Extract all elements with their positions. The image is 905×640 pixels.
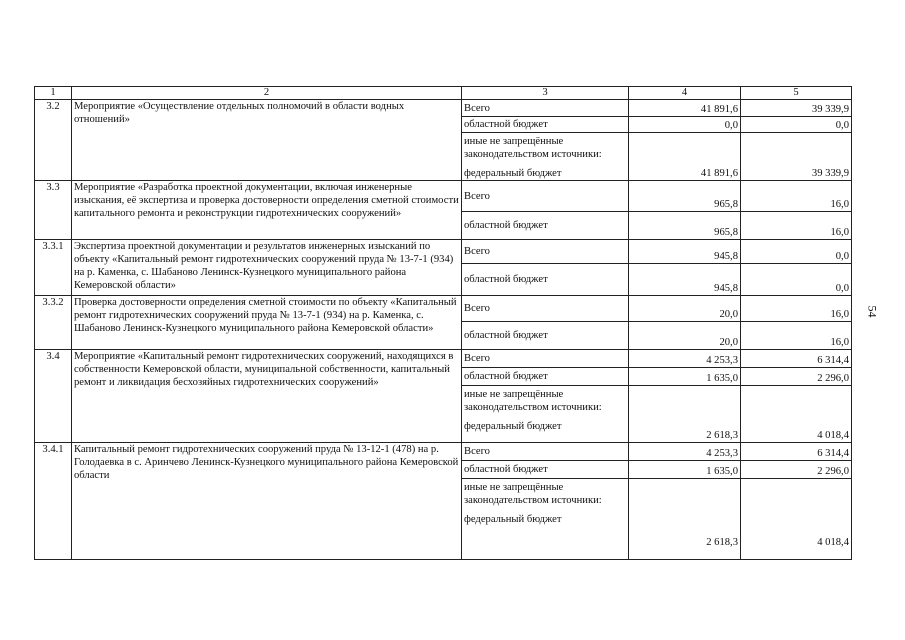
row-name: Капитальный ремонт гидротехнических сооружений пруда № 13-12-1 (478) на р. Голодаевка в с. Аринчево Ленинск-Кузнецкого муниципального района Кемеровской области: [72, 443, 462, 560]
header-row: [35, 87, 852, 100]
value-col4: 1 635,0: [629, 368, 741, 386]
row-name: Мероприятие «Осуществление отдельных полномочий в области водных отношений»: [72, 100, 462, 181]
row-name: Мероприятие «Капитальный ремонт гидротехнических сооружений, находящихся в собственности Кемеровской области, муниципальной собственности, капитальный ремонт и ликвидация бесхозяйных гидротехнических сооружений»: [72, 350, 462, 443]
source-label-multi: [462, 133, 629, 181]
source-label: Всего: [462, 350, 629, 368]
header-cell-5: 5: [741, 87, 852, 100]
value-col4: 0,0: [629, 117, 741, 133]
row-number: 3.2: [35, 100, 72, 181]
source-label-multi: [462, 479, 629, 560]
row-number: 3.3.2: [35, 296, 72, 350]
value-col4: 945,8: [629, 264, 741, 296]
row-name: Мероприятие «Разработка проектной документации, включая инженерные изыскания, её экспертиза и проверка достоверности определения сметной стоимости капитального ремонта и реконструкции гидротехнических сооружений»: [72, 181, 462, 240]
source-label: областной бюджет: [462, 117, 629, 133]
value-col5: 39 339,9: [741, 133, 852, 181]
source-sublabel: федеральный бюджет: [464, 514, 562, 525]
value-col4: 20,0: [629, 296, 741, 322]
value-col5: 16,0: [741, 181, 852, 212]
source-label: областной бюджет: [462, 322, 629, 350]
value-col4: 2 618,3: [629, 386, 741, 443]
row-number: 3.3.1: [35, 240, 72, 296]
value-col5: 6 314,4: [741, 350, 852, 368]
value-col4: 20,0: [629, 322, 741, 350]
value-col5: 16,0: [741, 322, 852, 350]
value-col4: 41 891,6: [629, 100, 741, 117]
source-label: Всего: [462, 181, 629, 212]
row-number: 3.3: [35, 181, 72, 240]
source-sublabel: федеральный бюджет: [464, 421, 562, 432]
value-col4: 965,8: [629, 212, 741, 240]
value-col5: 16,0: [741, 296, 852, 322]
source-label: иные не запрещённые законодательством источники:: [464, 389, 602, 413]
table-row: [35, 350, 852, 368]
source-label: областной бюджет: [462, 461, 629, 479]
value-col5: 0,0: [741, 264, 852, 296]
value-col5: 0,0: [741, 117, 852, 133]
source-label: Всего: [462, 296, 629, 322]
source-label: Всего: [462, 443, 629, 461]
source-label-multi: [462, 386, 629, 443]
value-col5: 4 018,4: [741, 386, 852, 443]
header-cell-1: 1: [35, 87, 72, 100]
source-label: областной бюджет: [462, 368, 629, 386]
table-row: [35, 296, 852, 322]
table-row: [35, 100, 852, 117]
source-label: иные не запрещённые законодательством источники:: [464, 482, 602, 506]
table-row: [35, 181, 852, 212]
source-sublabel: федеральный бюджет: [464, 168, 562, 179]
value-col5: 4 018,4: [741, 479, 852, 560]
value-col4: 965,8: [629, 181, 741, 212]
value-col4: 945,8: [629, 240, 741, 264]
value-col5: 0,0: [741, 240, 852, 264]
table-row: [35, 240, 852, 264]
source-label: областной бюджет: [462, 264, 629, 296]
value-col5: 39 339,9: [741, 100, 852, 117]
source-label: Всего: [462, 100, 629, 117]
value-col5: 2 296,0: [741, 368, 852, 386]
row-number: 3.4.1: [35, 443, 72, 560]
value-col4: 2 618,3: [629, 479, 741, 560]
page-number: 54: [865, 305, 880, 318]
value-col4: 4 253,3: [629, 350, 741, 368]
value-col5: 6 314,4: [741, 443, 852, 461]
source-label: иные не запрещённые законодательством источники:: [464, 136, 602, 160]
value-col4: 1 635,0: [629, 461, 741, 479]
header-cell-2: 2: [72, 87, 462, 100]
row-number: 3.4: [35, 350, 72, 443]
row-name: Экспертиза проектной документации и результатов инженерных изысканий по объекту «Капитальный ремонт гидротехнических сооружений пруда № 13-7-1 (934) на р. Каменка, с. Шабаново Ленинск-Кузнецкого муниципального района Кемеровской области»: [72, 240, 462, 296]
value-col5: 16,0: [741, 212, 852, 240]
value-col5: 2 296,0: [741, 461, 852, 479]
row-name: Проверка достоверности определения сметной стоимости по объекту «Капитальный ремонт гидротехнических сооружений пруда № 13-7-1 (934) на р. Каменка, с. Шабаново Ленинск-Кузнецкого муниципального района Кемеровской области»: [72, 296, 462, 350]
header-cell-4: 4: [629, 87, 741, 100]
header-cell-3: 3: [462, 87, 629, 100]
value-col4: 41 891,6: [629, 133, 741, 181]
source-label: Всего: [462, 240, 629, 264]
budget-table: [34, 86, 852, 560]
source-label: областной бюджет: [462, 212, 629, 240]
value-col4: 4 253,3: [629, 443, 741, 461]
table-row: [35, 443, 852, 461]
